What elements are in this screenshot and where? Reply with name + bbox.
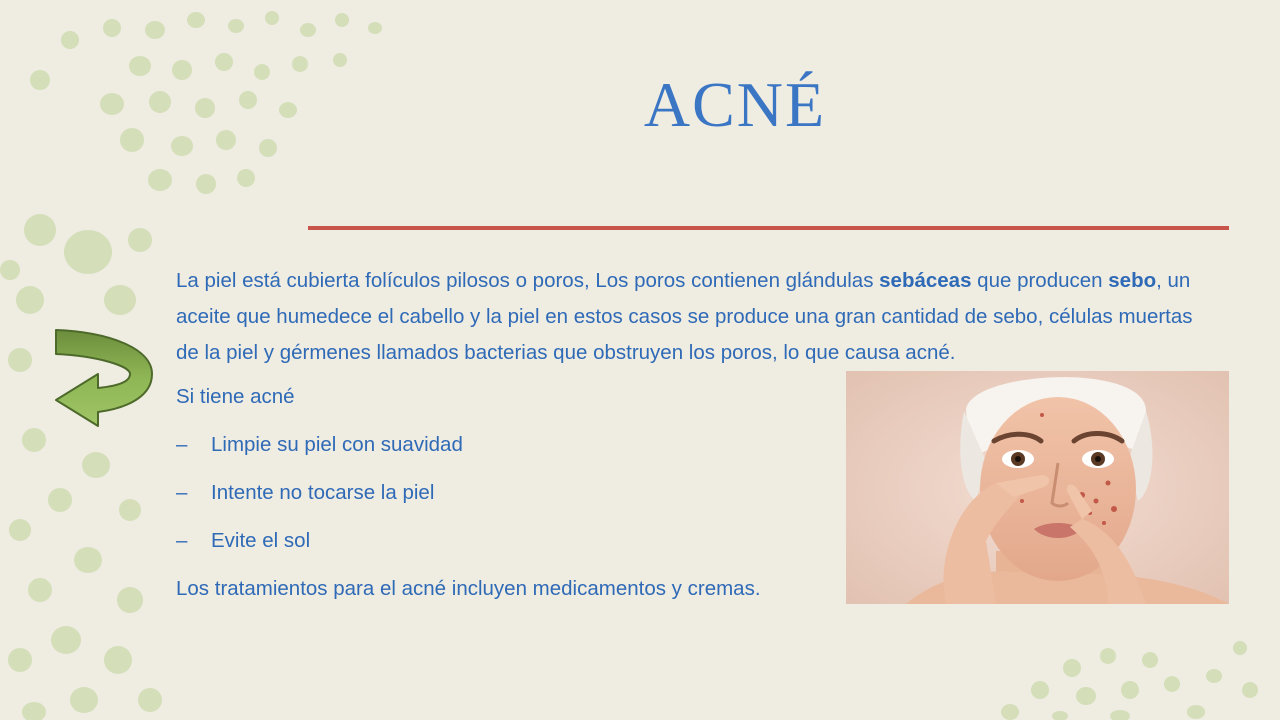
bullet-text: Limpie su piel con suavidad <box>211 433 463 456</box>
bullet-text: Intente no tocarse la piel <box>211 481 435 504</box>
curved-return-arrow-icon <box>48 326 158 432</box>
bullet-dash: – <box>176 433 188 456</box>
intro-text-3: , un aceite que humedece el cabello y la piel en estos casos se produce una gran cantidad de sebo, células muertas de la piel y gérmenes llamados bacterias que obstruyen los poros, lo que causa acné. <box>176 269 1193 364</box>
bullet-dash: – <box>176 529 188 552</box>
title-underline <box>308 226 1229 230</box>
bullet-dash: – <box>176 481 188 504</box>
closing-text: Los tratamientos para el acné incluyen medicamentos y cremas. <box>176 577 761 600</box>
intro-bold-sebaceas: sebáceas <box>879 269 972 292</box>
slide-title: ACNÉ <box>643 69 827 140</box>
woman-with-acne-photo <box>846 371 1229 604</box>
intro-text-1: La piel está cubierta folículos pilosos o poros, Los poros contienen glándulas <box>176 269 880 292</box>
intro-text-2: que producen <box>971 269 1109 292</box>
bullet-text: Evite el sol <box>211 529 311 552</box>
subheading: Si tiene acné <box>176 385 295 408</box>
intro-bold-sebo: sebo <box>1108 269 1157 292</box>
intro-paragraph <box>176 263 1216 371</box>
